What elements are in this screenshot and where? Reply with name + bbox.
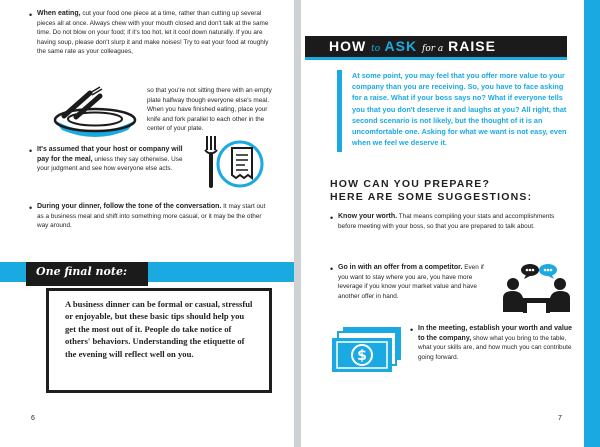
intro-paragraph: At some point, you may feel that you offer more value to your company than you are receiving. So, you have to face asking for a raise. What if your boss says no? What if everyone tells you that you don't deserve it and laughs at you? All right, that second scenario is not likely, but the thought of it is an uncomfortable one. Asking for what we want is not easy, even when we feel we deserve it. bbox=[352, 71, 567, 148]
establish-worth-paragraph bbox=[418, 324, 578, 362]
plate-utensils-icon bbox=[50, 86, 140, 141]
title-for-a: for a bbox=[421, 44, 444, 54]
title-raise: RAISE bbox=[443, 38, 496, 54]
bullet: • bbox=[330, 264, 334, 274]
bullet: • bbox=[29, 10, 33, 20]
eating-paragraph-cont bbox=[147, 86, 273, 134]
establish-worth-bold: In the meeting, establish your worth and value to the company, bbox=[418, 325, 573, 342]
final-note-label-box bbox=[26, 262, 148, 286]
eating-bold: When eating, bbox=[37, 10, 81, 17]
left-page bbox=[0, 0, 294, 447]
meeting-people-icon bbox=[499, 262, 574, 314]
know-worth-text: That means compiling your stats and accomplishments before meeting with your boss, so that you are prepared to talk about. bbox=[338, 213, 555, 230]
host-pays-text: unless they say otherwise. Use your judgment and see how everyone else acts. bbox=[37, 155, 183, 173]
eating-text-cont: so that you're not sitting there with an empty plate halfway though everyone else's meal. When you have finished eating, place your knife and fork parallel to each other in the center of your plate. bbox=[147, 87, 272, 133]
know-worth-paragraph bbox=[338, 212, 571, 231]
title-how: HOW bbox=[329, 38, 372, 54]
final-note-box bbox=[46, 288, 272, 393]
bullet: • bbox=[410, 325, 414, 335]
heading-line-1: HOW CAN YOU PREPARE? bbox=[330, 178, 491, 190]
right-page bbox=[301, 0, 600, 447]
page-number-left: 6 bbox=[31, 415, 35, 422]
competitor-paragraph bbox=[338, 263, 492, 301]
svg-text:$: $ bbox=[357, 348, 367, 364]
cash-stack-icon bbox=[329, 325, 405, 375]
know-worth-bold: Know your worth. bbox=[338, 213, 398, 220]
intro-accent-bar bbox=[337, 70, 342, 152]
host-pays-paragraph bbox=[37, 145, 193, 174]
heading-line-2: HERE ARE SOME SUGGESTIONS: bbox=[330, 191, 533, 203]
conversation-bold: During your dinner, follow the tone of the conversation. bbox=[37, 203, 222, 210]
final-note-label: One final note: bbox=[36, 265, 128, 278]
title-ask: ASK bbox=[380, 38, 422, 54]
host-pays-bold: It's assumed that your host or company will pay for the meal, bbox=[37, 146, 183, 163]
competitor-text: Even if you want to stay where you are, you have more leverage if you know your market value and have another offer in hand. bbox=[338, 264, 484, 300]
bullet: • bbox=[330, 213, 334, 223]
conversation-text: It may start out as a business meal and shift into something more casual, or it may be the other way around. bbox=[37, 203, 266, 230]
bullet: • bbox=[29, 146, 33, 156]
fork-receipt-icon bbox=[198, 130, 268, 192]
page-title bbox=[329, 36, 496, 60]
competitor-bold: Go in with an offer from a competitor. bbox=[338, 264, 463, 271]
conversation-paragraph bbox=[37, 202, 267, 231]
right-edge-stripe bbox=[584, 0, 600, 447]
final-note-text: A business dinner can be formal or casual, stressful or enjoyable, but these basic tips should help you get the most out of it. People do take notice of others' behaviors. Understanding the etiquette of the evening will reflect well on you. bbox=[65, 299, 253, 359]
title-bar bbox=[305, 36, 567, 60]
eating-paragraph bbox=[37, 9, 270, 57]
page-number-right: 7 bbox=[558, 415, 562, 422]
title-to: to bbox=[371, 44, 381, 54]
gutter bbox=[294, 0, 301, 447]
establish-worth-text: show what you bring to the table, what your skills are, and how much you can contribute going forward. bbox=[418, 334, 572, 361]
eating-text: cut your food one piece at a time, rather than cutting up several pieces all at once. Always chew with your mouth closed and don't talk at the same time. Do not blow on your food; if it's too hot, let it cool down naturally. If you are having soup, please don't slurp it and make noises! Try to eat your food at roughly the same rate as your colleagues, bbox=[37, 10, 269, 56]
bullet: • bbox=[29, 203, 33, 213]
suggestions-heading bbox=[330, 178, 532, 204]
